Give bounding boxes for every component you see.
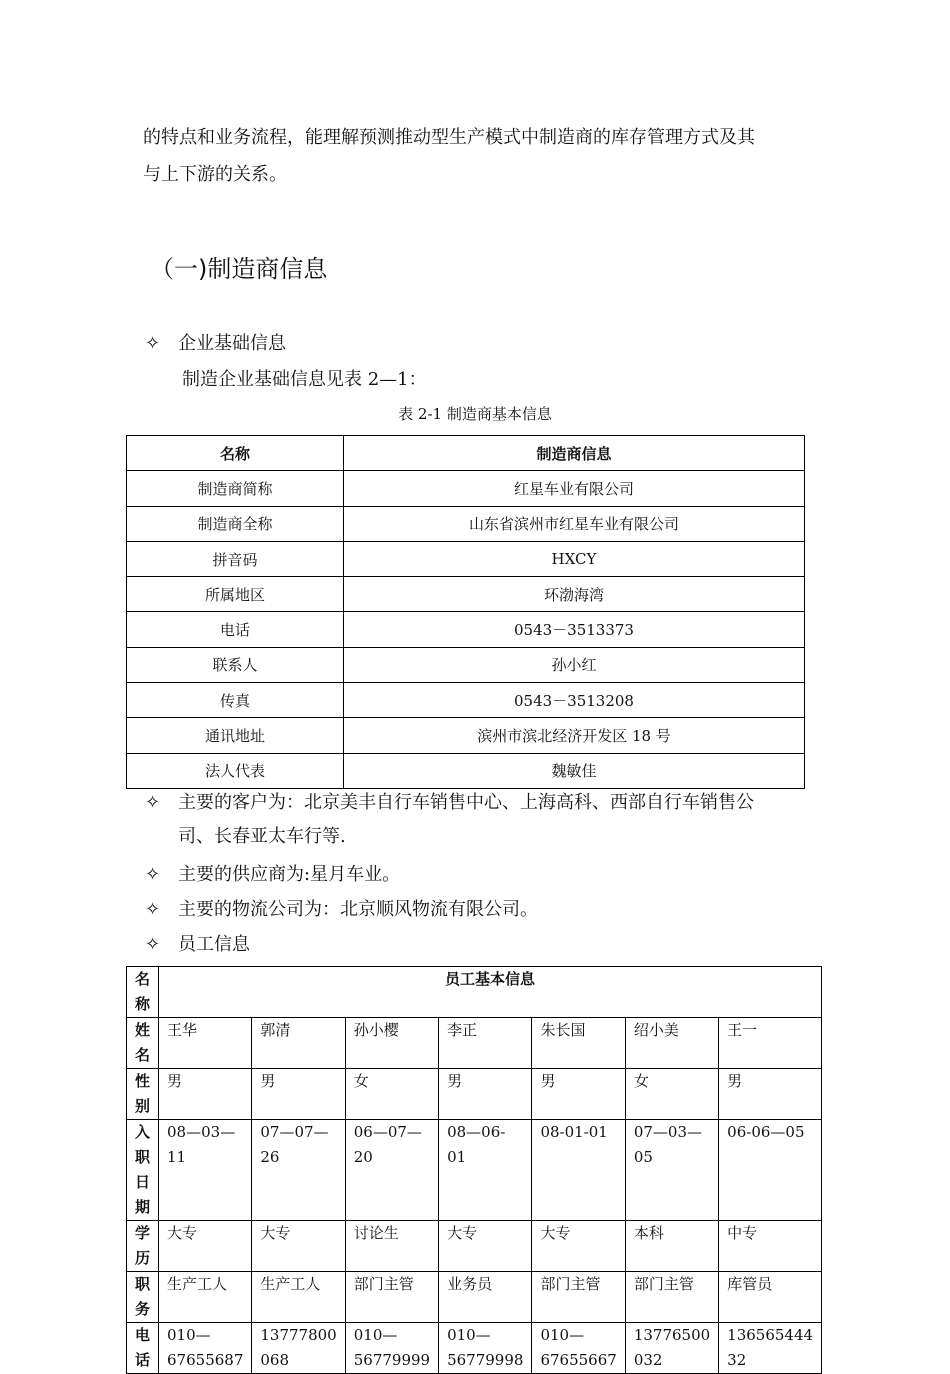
diamond-bullet-icon: ✧: [145, 792, 161, 813]
table-cell: 大专: [252, 1221, 345, 1272]
table-cell: 中专: [719, 1221, 822, 1272]
field-value-cell: 红星车业有限公司: [344, 471, 805, 506]
bullet-logistics: [145, 893, 538, 926]
field-name-cell: 拼音码: [127, 541, 344, 576]
table-caption: 表 2-1 制造商基本信息: [398, 405, 552, 423]
table-cell: 孙小樱: [345, 1018, 438, 1069]
cell-line: 010—: [540, 1326, 585, 1344]
field-value-cell: 山东省滨州市红星车业有限公司: [344, 506, 805, 541]
table-cell: 部门主管: [532, 1272, 625, 1323]
cell-line: 26: [260, 1148, 280, 1166]
cell-line: 05: [633, 1148, 653, 1166]
cell-line: 068: [260, 1351, 290, 1369]
field-value-cell: HXCY: [344, 541, 805, 576]
table-cell: [439, 1120, 532, 1221]
table-cell: 男: [439, 1069, 532, 1120]
section-heading: （一)制造商信息: [150, 255, 328, 283]
table-title-cell: 员工基本信息: [159, 967, 822, 1018]
row-label: [127, 1120, 159, 1221]
table-cell: 女: [625, 1069, 718, 1120]
diamond-bullet-icon: ✧: [145, 934, 161, 955]
field-name-cell: 电话: [127, 612, 344, 647]
cell-line: [727, 1145, 813, 1170]
row-label: 职务: [127, 1272, 159, 1323]
cell-line: 56779999: [353, 1351, 431, 1369]
field-value-cell: 0543－3513208: [344, 683, 805, 718]
table-row: [127, 1221, 822, 1272]
bullet-text: 员工信息: [178, 934, 250, 955]
table-row: [127, 753, 805, 788]
table-cell: [345, 1323, 438, 1374]
bullet-text: 主要的物流公司为：北京顺风物流有限公司。: [178, 899, 538, 920]
diamond-bullet-icon: ✧: [145, 333, 161, 354]
table-intro-text: 制造企业基础信息见表 2—1：: [182, 369, 427, 390]
table-cell: 大专: [532, 1221, 625, 1272]
bullet-customers-continued: 司、长春亚太车行等.: [178, 826, 346, 847]
field-name-cell: 所属地区: [127, 577, 344, 612]
table-cell: [159, 1120, 252, 1221]
field-value-cell: 魏敏佳: [344, 753, 805, 788]
cell-line: 08—06-: [447, 1123, 506, 1141]
table-cell: 男: [159, 1069, 252, 1120]
table-row: [127, 1018, 822, 1069]
table-cell: 部门主管: [345, 1272, 438, 1323]
table-row: [127, 647, 805, 682]
table-header-row: [127, 967, 822, 1018]
table-cell: 郭清: [252, 1018, 345, 1069]
intro-line-1: 的特点和业务流程，能理解预测推动型生产模式中制造商的库存管理方式及其: [143, 127, 755, 148]
field-name-cell: 传真: [127, 683, 344, 718]
table-cell: 部门主管: [625, 1272, 718, 1323]
employee-info-table: [126, 966, 822, 1374]
row-label: 电话: [127, 1323, 159, 1374]
table-cell: 大专: [159, 1221, 252, 1272]
bullet-suppliers: [145, 858, 400, 891]
table-header-row: [127, 436, 805, 471]
table-row: [127, 1120, 822, 1221]
cell-line: [540, 1145, 616, 1170]
bullet-staff: [145, 928, 250, 961]
cell-line: 67655687: [167, 1351, 244, 1369]
field-name-cell: 联系人: [127, 647, 344, 682]
field-name-cell: 法人代表: [127, 753, 344, 788]
cell-line: 56779998: [447, 1351, 524, 1369]
cell-line: 67655667: [540, 1351, 617, 1369]
cell-line: 07—03—: [633, 1123, 702, 1141]
cell-line: 06—07—: [353, 1123, 422, 1141]
cell-line: 010—: [353, 1326, 398, 1344]
table-cell: 男: [532, 1069, 625, 1120]
diamond-bullet-icon: ✧: [145, 899, 161, 920]
table-cell: 女: [345, 1069, 438, 1120]
table-row: [127, 471, 805, 506]
column-header: 制造商信息: [344, 436, 805, 471]
table-cell: 本科: [625, 1221, 718, 1272]
table-cell: 生产工人: [252, 1272, 345, 1323]
field-value-cell: 0543－3513373: [344, 612, 805, 647]
table-cell: 业务员: [439, 1272, 532, 1323]
cell-line: 06-06—05: [727, 1123, 805, 1141]
table-cell: [719, 1120, 822, 1221]
cell-line: 01: [447, 1148, 467, 1166]
table-cell: 讨论生: [345, 1221, 438, 1272]
row-label-line: 日期: [135, 1173, 151, 1216]
table-cell: 男: [719, 1069, 822, 1120]
bullet-enterprise-info: [145, 327, 286, 360]
cell-line: 136565444: [727, 1326, 814, 1344]
field-value-cell: 滨州市滨北经济开发区 18 号: [344, 718, 805, 753]
table-cell: 大专: [439, 1221, 532, 1272]
table-cell: [719, 1323, 822, 1374]
table-cell: [532, 1120, 625, 1221]
table-cell: 朱长国: [532, 1018, 625, 1069]
cell-line: 010—: [447, 1326, 491, 1344]
manufacturer-info-table: [126, 435, 805, 789]
bullet-text: 主要的客户为：北京美丰自行车销售中心、上海高科、西部自行车销售公: [178, 792, 754, 813]
table-cell: 李正: [439, 1018, 532, 1069]
row-label: 性别: [127, 1069, 159, 1120]
row-label: 学历: [127, 1221, 159, 1272]
column-header: 名称: [127, 436, 344, 471]
intro-line-2: 与上下游的关系。: [143, 164, 287, 185]
cell-line: 32: [727, 1351, 747, 1369]
table-row: [127, 1323, 822, 1374]
table-row: [127, 683, 805, 718]
bullet-text: 企业基础信息: [178, 333, 286, 354]
table-cell: [532, 1323, 625, 1374]
field-name-cell: 制造商全称: [127, 506, 344, 541]
table-cell: 绍小美: [625, 1018, 718, 1069]
cell-line: 11: [167, 1148, 187, 1166]
cell-line: 010—: [167, 1326, 211, 1344]
table-row: [127, 718, 805, 753]
table-cell: [252, 1323, 345, 1374]
cell-line: 032: [633, 1351, 663, 1369]
field-name-cell: 制造商简称: [127, 471, 344, 506]
table-cell: [439, 1323, 532, 1374]
table-cell: 王一: [719, 1018, 822, 1069]
table-row: [127, 1069, 822, 1120]
row-label: 姓名: [127, 1018, 159, 1069]
table-row: [127, 612, 805, 647]
cell-line: 20: [353, 1148, 373, 1166]
cell-line: 07—07—: [260, 1123, 329, 1141]
row-label-line: 入职: [135, 1123, 151, 1166]
diamond-bullet-icon: ✧: [145, 864, 161, 885]
table-cell: 库管员: [719, 1272, 822, 1323]
table-row: [127, 506, 805, 541]
table-row: [127, 1272, 822, 1323]
table-cell: 男: [252, 1069, 345, 1120]
field-value-cell: 孙小红: [344, 647, 805, 682]
field-name-cell: 通讯地址: [127, 718, 344, 753]
table-cell: [625, 1120, 718, 1221]
bullet-text: 主要的供应商为:星月车业。: [178, 864, 401, 885]
table-row: [127, 577, 805, 612]
bullet-customers: [145, 786, 754, 819]
table-cell: [159, 1323, 252, 1374]
table-cell: [252, 1120, 345, 1221]
cell-line: 13777800: [260, 1326, 337, 1344]
cell-line: 13776500: [633, 1326, 711, 1344]
table-cell: 生产工人: [159, 1272, 252, 1323]
cell-line: 08-01-01: [540, 1123, 608, 1141]
table-row: [127, 541, 805, 576]
table-cell: [625, 1323, 718, 1374]
cell-line: 08—03—: [167, 1123, 236, 1141]
table-cell: [345, 1120, 438, 1221]
row-label: 名称: [127, 967, 159, 1018]
field-value-cell: 环渤海湾: [344, 577, 805, 612]
table-cell: 王华: [159, 1018, 252, 1069]
